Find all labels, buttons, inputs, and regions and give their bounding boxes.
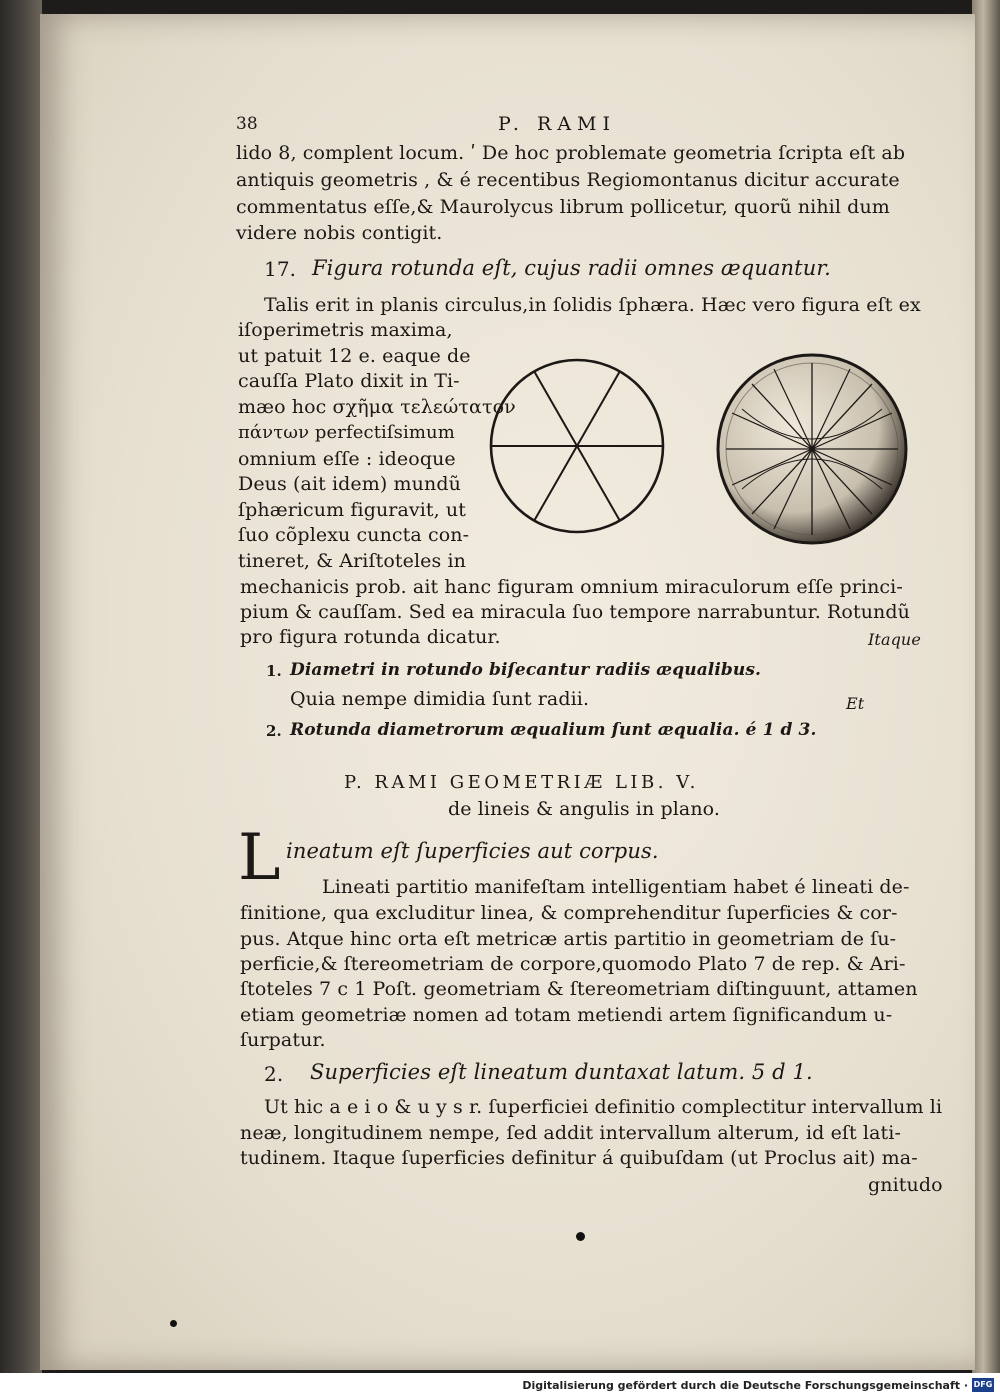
text-line: Deus (ait idem) mundũ — [238, 473, 461, 495]
drop-cap: L — [238, 821, 281, 895]
text-line: iſoperimetris maxima, — [238, 319, 453, 341]
text-line: videre nobis contigit. — [236, 222, 443, 244]
catchword: Et — [846, 694, 865, 713]
text-line: ſuo cõplexu cuncta con- — [238, 524, 470, 546]
ink-speck — [170, 1320, 177, 1327]
text-line: ſurpatur. — [240, 1029, 326, 1051]
definition-number: 2. — [264, 1062, 284, 1086]
page-edge — [972, 0, 1000, 1375]
corollary-number: 2. — [266, 722, 282, 740]
text-line: omnium eſſe : ideoque — [238, 448, 456, 470]
sphere-figure — [712, 349, 912, 549]
dfg-logo-icon: DFG — [972, 1378, 994, 1392]
text-line: πάντων perfectiſsimum — [238, 422, 455, 443]
definition-title: ineatum eſt ſuperficies aut corpus. — [286, 839, 659, 863]
text-line: mæo hoc σχῆμα τελεώτατον — [238, 396, 516, 418]
text-line: tudinem. Itaque ſuperficies definitur á quibuſdam (ut Proclus ait) ma- — [240, 1147, 918, 1169]
text-line: antiquis geometris , & é recentibus Regiomontanus dicitur accurate — [236, 169, 900, 191]
text-line: perficie,& ſtereometriam de corpore,quomodo Plato 7 de rep. & Ari- — [240, 953, 906, 975]
footer-bar — [0, 1373, 1000, 1395]
definition-title: Superficies eſt lineatum duntaxat latum. 5 d 1. — [310, 1060, 813, 1084]
text-line: ſtoteles 7 c 1 Poſt. geometriam & ſtereometriam diſtinguunt, attamen — [240, 978, 918, 1000]
text-line: finitione, qua excluditur linea, & comprehenditur ſuperficies & cor- — [240, 902, 898, 924]
book-title: P. RAMI GEOMETRIÆ LIB. V. — [344, 772, 699, 793]
book-subtitle: de lineis & angulis in plano. — [448, 798, 721, 820]
circle-figure — [485, 354, 670, 539]
catchword: Itaque — [868, 630, 921, 649]
corollary-text: Rotunda diametrorum æqualium ſunt æqualia. é 1 d 3. — [290, 720, 817, 740]
ink-speck — [576, 1232, 585, 1241]
catchword: gnitudo — [868, 1174, 943, 1196]
section-number: 17. — [264, 257, 297, 281]
text-line: Ut hic a e i o & u y s r. ſuperficiei definitio complectitur intervallum li — [264, 1096, 943, 1118]
text-line: neæ, longitudinem nempe, ſed addit intervallum alterum, id eſt lati- — [240, 1122, 901, 1144]
text-line: mechanicis prob. ait hanc figuram omnium miraculorum eſſe princi- — [240, 576, 903, 598]
page-number: 38 — [236, 114, 258, 134]
text-line: Lineati partitio manifeſtam intelligentiam habet é lineati de- — [322, 876, 910, 898]
text-line: Talis erit in planis circulus,in ſolidis ſphæra. Hæc vero figura eſt ex — [264, 294, 921, 316]
text-line: pro figura rotunda dicatur. — [240, 626, 501, 648]
section-title: Figura rotunda eſt, cujus radii omnes æquantur. — [312, 256, 831, 280]
corollary-text: Diametri in rotundo biſecantur radiis æqualibus. — [290, 660, 762, 680]
text-line: pium & cauſſam. Sed ea miracula ſuo tempore narrabuntur. Rotundũ — [240, 601, 910, 623]
text-line: ſphæricum figuravit, ut — [238, 499, 466, 521]
corollary-explanation: Quia nempe dimidia ſunt radii. — [290, 688, 590, 710]
text-line: cauſſa Plato dixit in Ti- — [238, 370, 460, 392]
text-line: pus. Atque hinc orta eſt metricæ artis partitio in geometriam de ſu- — [240, 928, 897, 950]
text-line: etiam geometriæ nomen ad totam metiendi artem ſignificandum u- — [240, 1004, 893, 1026]
text-line: lido 8, complent locum. ʹ De hoc problemate geometria ſcripta eſt ab — [236, 142, 906, 164]
book-page — [40, 14, 975, 1370]
text-line: tineret, & Ariſtoteles in — [238, 550, 466, 572]
corollary-number: 1. — [266, 662, 282, 680]
running-head: P. RAMI — [498, 113, 616, 135]
footer-credit: Digitalisierung gefördert durch die Deutsche Forschungsgemeinschaft · — [522, 1379, 968, 1392]
text-line: commentatus eſſe,& Maurolycus librum pollicetur, quorũ nihil dum — [236, 196, 890, 218]
text-line: ut patuit 12 e. eaque de — [238, 345, 471, 367]
book-spine — [0, 0, 42, 1375]
